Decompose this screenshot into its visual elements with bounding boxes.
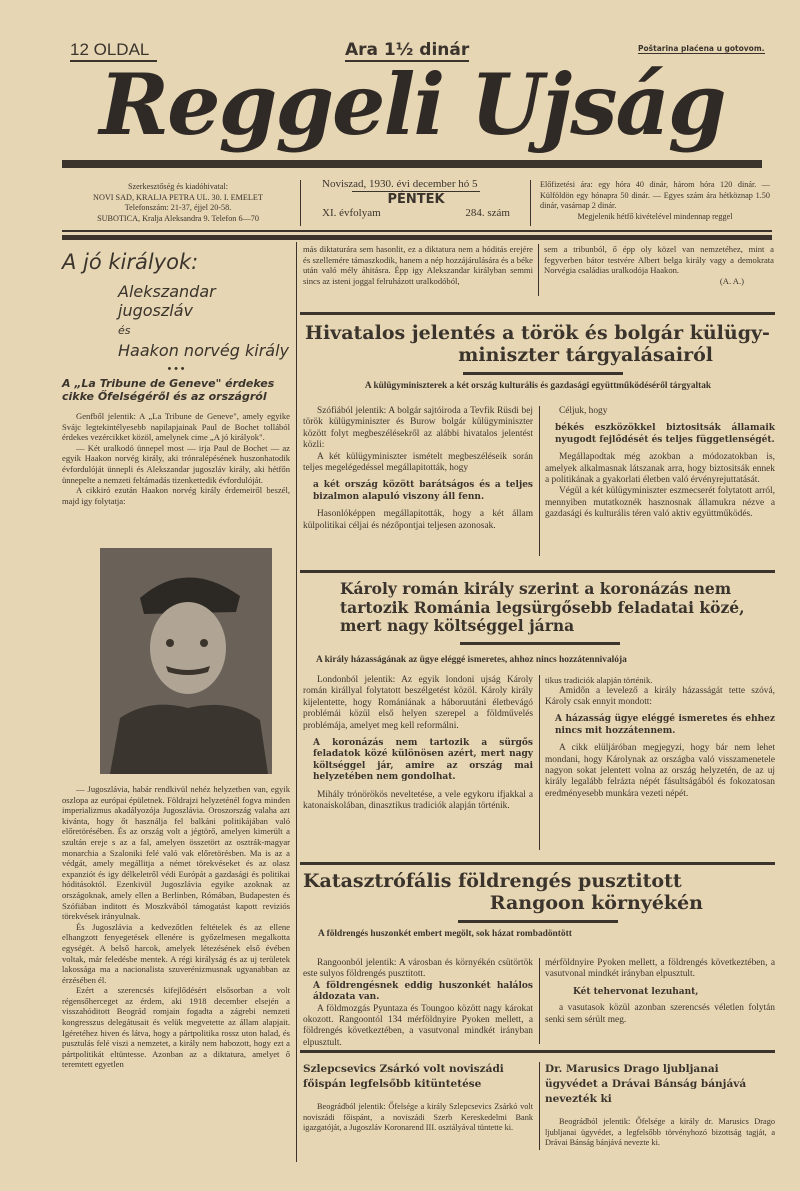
kings-article-cont — [303, 244, 533, 286]
kings-line: Haakon norvég király — [118, 341, 289, 360]
paragraph: tikus tradiciók alapján történik. — [545, 675, 653, 685]
section-rule — [300, 862, 775, 865]
paragraph: Rangoonból jelentik: A városban és környékén csütörtök este sulyos földrengés pusztitott. — [303, 958, 533, 980]
quake-col2 — [545, 958, 775, 1026]
kings-article — [62, 250, 290, 506]
turkey-article — [303, 322, 773, 391]
masthead-title: Reggeli Ujság — [99, 55, 725, 154]
paragraph: A földmozgás Pyuntaza és Toungoo között nagy károkat okozott. Rangoontól 134 mérföldnyire Pyoken mellett, a földrengés következtében, a vasutvonal mindkét irányban elpusztult. — [303, 1003, 533, 1048]
paragraph: mérföldnyire Pyoken mellett, a földrengés következtében, a vasutvonal mindkét irányban elpusztult. — [545, 958, 775, 980]
info-line: Szerkesztőség és kiadóhivatal: — [127, 182, 229, 191]
carol-article — [340, 580, 775, 651]
kings-subtitle: A „La Tribune de Geneve" érdekes cikke Őfelségéről és az országról — [62, 377, 275, 403]
carol-col2 — [545, 675, 775, 800]
paragraph: Genfből jelentik: A „La Tribune de Geneve", amely egyike Svájc legtekintélyesebb napilapjainak Paul de Bochet tollából érdekes vezércikket közöl, amelynek cime „A jó királyok". — [62, 411, 290, 443]
quake-title: Katasztrófális földrengés pusztitott — [303, 870, 682, 892]
turkey-subtitle: A külügyminiszterek a két ország kulturális és gazdasági együttműködéséről tárgyaltak — [364, 381, 712, 391]
paragraph: Mihály trónörökös neveltetése, a vele egykoru ifjakkal a katonaiskolában, dinasztikus tradiciók alapján történik. — [303, 789, 533, 812]
paragraph: Londonból jelentik: Az egyik londoni ujság Károly román királlyal folytatott beszélgetést közöl. Károly király kijelentette, hogy Romániának a háboruutáni életbevágó problémái közül első helyen szerepel a földművelés problémája, amelyet meg kell reformálni. — [303, 675, 533, 731]
paragraph: a vasutasok közül azonban szerencsés véletlen folytán senki sem sérült meg. — [545, 1003, 775, 1025]
masthead-rule — [62, 160, 762, 168]
turkey-title: miniszter tárgyalásairól — [458, 344, 713, 366]
paragraph: És Jugoszlávia a kedvezőtlen feltételek és az ellene elhangzott fenyegetések ellenére is győzelmesen megalkotta egységét. A belső harcok, amelyek létezésének első évében voltak, már feledésbe mentek. A régi királyság és az uj területek lakossága ma a nacionalista szuverénizmusnak ugyanabban az érzésében él. — [62, 921, 290, 985]
divider — [300, 180, 301, 226]
paragraph: — Két uralkodó ünnepel most — irja Paul de Bochet — az egyik Haakon norvég király, aki trónralépésének huszonhatodik évfordulóját ünnepli és Alekszandar jugoszláv király, aki hétfőn ünnepelte a nemzeti feltámadás tizenkettedik évfordulóját. — [62, 442, 290, 485]
carol-title: Károly román király szerint a koronázás nem tartozik Románia legsürgősebb feladatai közé, mert nagy költséggel járna — [340, 579, 745, 635]
column-divider — [539, 406, 540, 556]
portrait-photo — [100, 548, 272, 774]
szlep-title: Szlepcsevics Zsárkó volt noviszádi főispán legfelsőbb kitüntetése — [303, 1063, 504, 1090]
marus-article — [545, 1062, 775, 1149]
section-rule — [300, 1050, 775, 1053]
page-number: 12 OLDAL — [70, 40, 157, 62]
paragraph: A két külügyminiszter ismételt megbeszéléseik során teljes megelégedéssel megállapitották, hogy — [303, 451, 533, 474]
paragraph: Céljuk, hogy — [559, 406, 608, 416]
paragraph: Beográdból jelentik: Őfelsége a király Szlepcsevics Zsárkó volt noviszádi főispánt, a noviszádi Szerb Kereskedelmi Bank igazgatóját, a Jugoszláv Koronarend III. osztályával tüntette ki. — [303, 1102, 533, 1133]
info-line: Telefonszám: 21-37, éjjel 20-58. — [124, 203, 232, 212]
bold-paragraph: A földrengésnek eddig huszonkét halálos áldozata van. — [313, 980, 533, 1003]
paragraph: Végül a két külügyminiszter eszmecserét folytatott arról, mennyiben mutatkoznék hasznosnak államukra nézve a gazdasági és kulturális téren való aktiv együttműködés. — [545, 486, 775, 520]
bold-paragraph: A házasság ügye eléggé ismeretes és ehhez nincs mit hozzátennem. — [555, 714, 775, 736]
ornament-rule — [460, 642, 620, 645]
paragraph: Szófiából jelentik: A bolgár sajtóiroda a Tevfik Rüsdi bej török külügyminiszter és Burow bolgár külügyminiszter között folyt megbeszélésekről az alábbi hivatalos jelentést közli: — [303, 406, 533, 451]
subscription-info — [540, 180, 770, 222]
column-divider — [539, 675, 540, 850]
paragraph: Megállapodtak még azokban a módozatokban is, amelyek alkalmasnak látszanak arra, hogy biztositsák ennek a politikának a gyakorlati életben való érvényrejuttatását. — [545, 452, 775, 486]
paragraph: A cikk elüljáróban megjegyzi, hogy bár nem lehet mondani, hogy Károlynak az országba való visszamenetele nagyon sokat jelentett volna az ország helyzetén, de az uj király legalább felrázta népét fásultságából és fokozatosan eredményesebb munkára vezeti népét. — [545, 743, 775, 799]
issue-day: PÉNTEK — [352, 191, 480, 207]
column-divider — [296, 242, 297, 1162]
turkey-col2 — [545, 406, 775, 521]
info-rule — [62, 230, 772, 232]
column-divider — [538, 244, 539, 296]
kings-article-cont — [62, 784, 290, 1070]
ornament-rule — [463, 372, 623, 375]
turkey-title: Hivatalos jelentés a török és bolgár külügy- — [305, 322, 770, 344]
paragraph: A cikkiró ezután Haakon norvég király érdemeiről beszél, majd igy folytatja: — [62, 485, 290, 506]
volume: XI. évfolyam — [322, 207, 381, 219]
info-rule — [62, 235, 772, 240]
postage-note: Poštarina plaćena u gotovom. — [638, 44, 765, 53]
subscription-prices: Előfizetési ára: egy hóra 40 dinár, három hóra 120 dinár. — Külföldön egy hónapra 50 dinár. — Egyes szám ára hétköznap 1.50 dinár, vasárnap 2 dinár. — [540, 180, 770, 210]
column-divider — [539, 1062, 540, 1150]
bold-paragraph: békés eszközökkel biztositsák államaik nyugodt fejlődését és teljes függetlenségét. — [555, 423, 775, 445]
price: Ara 1½ dinár — [345, 40, 470, 60]
kings-article-cont — [544, 244, 774, 286]
issue-date: Noviszad, 1930. évi december hó 5 — [322, 178, 478, 190]
paragraph: Beográdból jelentik: Őfelsége a király dr. Marusics Drago ljubljanai ügyvédet, a legfelsőbb törvényhozó bizottság tagját, a Drávai Bánság bánjává nevezte ki. — [545, 1117, 775, 1148]
paragraph: Hasonlóképpen megállapitották, hogy a két állam külpolitikai céljai és nézőpontjai teljesen azonosak. — [303, 509, 533, 531]
section-rule — [300, 312, 775, 315]
column-divider — [539, 958, 540, 1044]
bold-paragraph: a két ország között barátságos és a teljes bizalmon alapuló viszony áll fenn. — [313, 480, 533, 502]
info-line: NOVI SAD, KRALJA PETRA UL. 30. I. EMELET — [93, 192, 263, 202]
carol-subtitle: A király házasságának az ügye eléggé ismeretes, ahhoz nincs hozzátennivalója — [316, 655, 627, 665]
quake-article — [303, 870, 703, 939]
ornament-rule — [458, 920, 618, 923]
bold-paragraph: A koronázás nem tartozik a sürgős feladatok közé különösen azért, mert nagy költséggel jár, amire az ország mai helyzetében nem gondolhat. — [313, 738, 533, 783]
quake-title: Rangoon környékén — [489, 892, 703, 914]
quake-col1 — [303, 958, 533, 1048]
section-rule — [300, 570, 775, 573]
paragraph: Ezért a szerencsés kifejlődésért elsősorban a volt régensőherceget az érdem, aki 1918 december elsején a visszahóditott Beográd romjain fogadta a zágrebi nemzeti kongresszus delegátusait és velük megvetette az állam alapjait. Igéretéhez hiven és látva, hogy a pártpolitika rossz uton halad, és pusztulás felé viszi a nemzetet, a király nem habozott, hogy ezt a pártpolitikát eltüntesse. Azonban az a diktatura, amelyet ő teremtett egyetlen — [62, 985, 290, 1070]
quake-subtitle: A földrengés huszonkét embert megölt, sok házat rombadöntött — [318, 929, 572, 939]
kings-line: és — [118, 324, 131, 337]
ornament-dots: • • • — [167, 363, 185, 375]
paragraph: sem a tribunból, ő épp oly közel van nemzetéhez, mint a fegyverben bátor testvére Albert belga király vagy a demokrata Norvégia családias uralkodója Haakon. — [544, 244, 774, 276]
divider — [530, 180, 531, 226]
paragraph: más diktaturára sem hasonlit, ez a diktatura nem a hóditás erejére és szellemére támaszkodik, hanem a nép hozzájárulására és a béke után való mély áhitásra. Épp igy Alekszandar királyban semmi sincs az isteni joggal felruházott uralkodóból, — [303, 244, 533, 286]
szlep-article — [303, 1062, 533, 1134]
publisher-info — [62, 182, 294, 224]
turkey-col1 — [303, 406, 533, 532]
carol-col1 — [303, 675, 533, 813]
publication-schedule: Megjelenik hétfő kivételével mindennap reggel — [577, 211, 733, 221]
info-line: SUBOTICA, Kralja Aleksandra 9. Telefon 6—70 — [97, 213, 259, 223]
kings-line: Alekszandar jugoszláv — [118, 282, 216, 320]
bold-paragraph: Két tehervonat lezuhant, — [573, 986, 699, 997]
issue-number: 284. szám — [465, 207, 510, 219]
kings-title: A jó királyok: — [62, 250, 199, 274]
marus-title: Dr. Marusics Drago ljubljanai ügyvédet a Drávai Bánság bánjává nevezték ki — [545, 1063, 747, 1105]
author-signature: (A. A.) — [719, 275, 744, 286]
paragraph: Amidőn a levelező a király házasságát tette szóvá, Károly csak ennyit mondott: — [545, 685, 775, 707]
paragraph: — Jugoszlávia, habár rendkivül nehéz helyzetben van, egyik oszlopa az európai épületnek. Földrajzi helyzeténél fogva minden imperializmus akadályozója Jugoszlávia. Oroszország valaha azt kivánta, hogy őt használja fel balkáni politikájában való előretörésében. És az ország volt a jégtörő, amelyen kimerült a szultán ereje s az a fal, amelyen összetört az osztrák-magyar monarchia a Szaloniki felé való vak előretörésben. Ma is az a védgát, amely megállitja a német törekvéseket és az olasz expanziót és igy délkeletről védi Európát a gazdasági és politikai hóditásoktól. Ezenkivül Jugoszlávia egyike azoknak az országoknak, amely ellen a Berlinben, Rómában, Budapesten és Szófiában inditott és Moszkvából támogatást kapott reviziós törekvések irányulnak. — [62, 784, 290, 922]
issue-info — [322, 178, 510, 219]
king-portrait-image — [100, 548, 272, 774]
